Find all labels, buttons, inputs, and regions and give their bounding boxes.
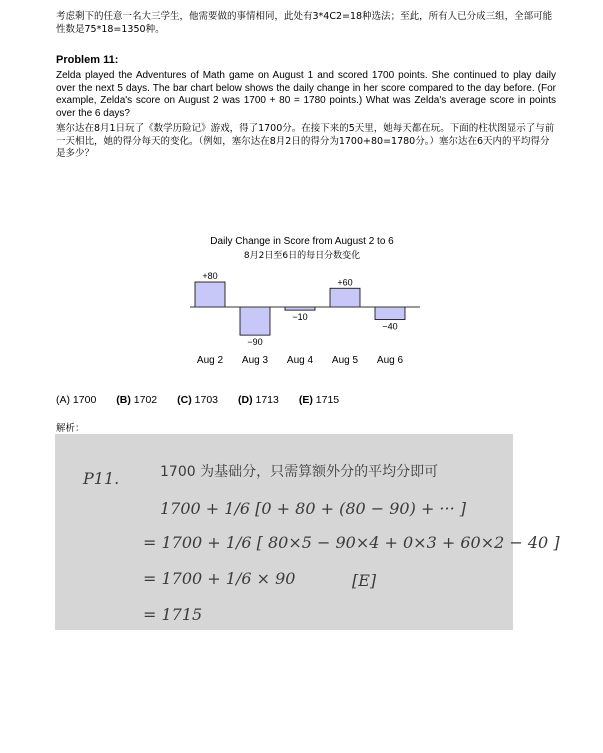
bar-value-label: +60 — [337, 277, 353, 288]
chart-subtitle: 8月2日至6日的每日分数变化 — [243, 251, 361, 261]
category-label: Aug 3 — [241, 355, 269, 366]
bar-value-label: +80 — [202, 271, 218, 281]
bar-aug-6 — [375, 307, 405, 320]
solution-line-1: 1700 为基础分，只需算额外分的平均分即可 — [160, 464, 439, 480]
score-change-bar-chart — [190, 232, 420, 372]
bar-value-label: −10 — [292, 312, 308, 323]
category-label: Aug 6 — [376, 355, 404, 366]
chart-title: Daily Change in Score from August 2 to 6 — [210, 236, 394, 247]
category-label: Aug 5 — [331, 355, 359, 366]
handwritten-solution-photo — [55, 434, 560, 630]
solution-problem-number: P11. — [83, 469, 120, 488]
bar-aug-2 — [195, 282, 225, 307]
bar-value-label: −90 — [247, 337, 263, 348]
problem-statement-english: Zelda played the Adventures of Math game on August 1 and scored 1700 points. She continued to play daily over the next 5 days. The bar chart below shows the daily change in her score compared to the day before. (For example, Zelda's score on August 2 was 1700 + 80 = 1780 points.) What was Zelda's average score in points over the 6 days? — [56, 70, 556, 119]
choice-b: (B) 1702 — [116, 394, 158, 406]
choice-e: (E) 1715 — [298, 394, 340, 406]
choice-a: (A) 1700 — [56, 394, 97, 406]
choice-c: (C) 1703 — [177, 394, 218, 406]
solution-line-2: 1700 + 1/6 [0 + 80 + (80 − 90) + ··· ] — [160, 499, 467, 518]
answer-choices — [56, 394, 359, 406]
solution-answer: [E] — [352, 571, 377, 590]
category-label: Aug 4 — [286, 355, 314, 366]
analysis-label: 解析： — [56, 423, 85, 434]
problem-statement-chinese: 塞尔达在8月1日玩了《数学历险记》游戏，得了1700分。在接下来的5天里，她每天都在玩。下面的柱状图显示了与前一天相比，她的得分每天的变化。（例如，塞尔达在8月2日的得分为1700+80=1780分。）塞尔达在6天内的平均得分是多少？ — [56, 123, 555, 159]
bar-value-label: −40 — [382, 321, 398, 332]
solution-line-3: = 1700 + 1/6 [ 80×5 − 90×4 + 0×3 + 60×2 − 40 ] — [143, 533, 560, 552]
category-label: Aug 2 — [196, 355, 224, 366]
solution-line-5: = 1715 — [143, 605, 203, 624]
problem-title: Problem 11: — [56, 54, 119, 66]
previous-solution-text: 考虑剩下的任意一名大三学生，他需要做的事情相同，此处有3*4C2=18种选法；至此，所有人已分成三组，全部可能性数是75*18=1350种。 — [56, 11, 553, 35]
bar-aug-5 — [330, 288, 360, 307]
solution-line-4: = 1700 + 1/6 × 90 — [143, 569, 296, 588]
bar-aug-3 — [240, 307, 270, 335]
choice-d: (D) 1713 — [238, 394, 279, 406]
